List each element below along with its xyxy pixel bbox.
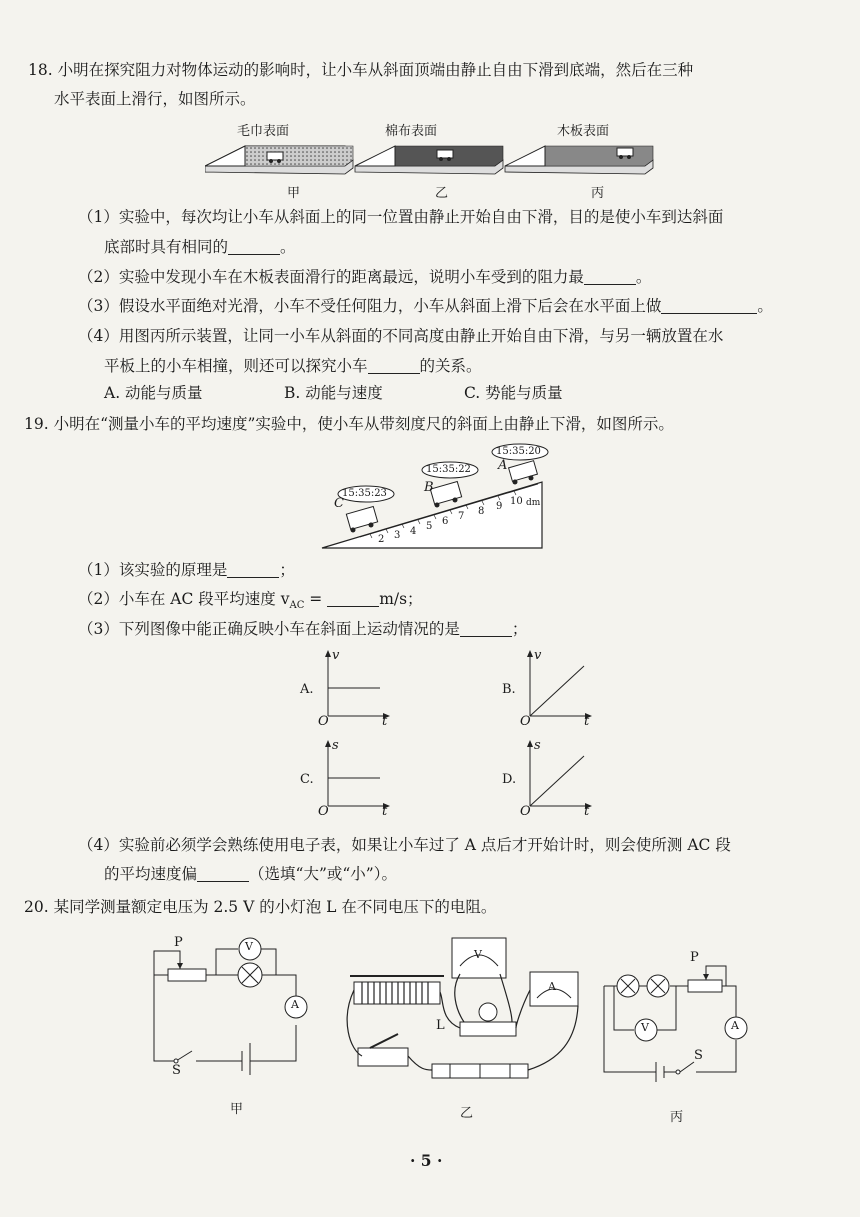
answer-blank[interactable] xyxy=(227,561,279,578)
scale-tick-label: 7 xyxy=(458,511,465,522)
rheostat-slider-label: P xyxy=(690,950,699,965)
axis-label: t xyxy=(584,714,590,729)
subscript-ac: AC xyxy=(289,600,305,612)
voltmeter-label: V xyxy=(245,940,253,953)
q20-stem: 20. 某同学测量额定电压为 2.5 V 的小灯泡 L 在不同电压下的电阻。 xyxy=(24,898,497,916)
ammeter-label: A xyxy=(548,980,556,993)
switch-label: S xyxy=(172,1063,181,1078)
scale-unit: dm xyxy=(526,498,541,508)
incline-wood xyxy=(505,146,653,174)
answer-blank[interactable] xyxy=(327,590,379,607)
graph-option-label: D. xyxy=(502,772,517,787)
q19-part2 xyxy=(78,588,423,617)
equals-sign: = xyxy=(304,590,328,608)
q18-part1-end: 。 xyxy=(280,238,296,256)
circuit-jia xyxy=(146,935,316,1078)
q19-part4-line1: （4）实验前必须学会熟练使用电子表，如果让小车过了 A 点后才开始计时，则会使所测 AC 段 xyxy=(78,836,731,854)
circuit-yi-drawing xyxy=(340,930,590,1090)
caption-jia: 甲 xyxy=(287,186,301,201)
q18-part4-line1: （4）用图丙所示装置，让同一小车从斜面的不同高度由静止开始自由下滑，与另一辆放置在水 xyxy=(78,327,724,345)
caption-bing: 丙 xyxy=(591,186,605,201)
graph-d[interactable] xyxy=(502,738,602,820)
q18-stem-line2: 水平表面上滑行，如图所示。 xyxy=(54,90,256,108)
q18-figure xyxy=(205,120,655,200)
q19-part4-text: 的平均速度偏 xyxy=(104,865,198,883)
q20-caption-yi: 乙 xyxy=(460,1106,474,1121)
point-c-label: C xyxy=(334,496,344,511)
q19-part1 xyxy=(78,559,295,581)
bulb-label: L xyxy=(436,1018,445,1033)
scale-tick-label: 9 xyxy=(496,501,503,512)
q18-option-a: A. 动能与质量 xyxy=(104,384,203,402)
incline-cotton xyxy=(355,146,503,174)
graph-option-label: A. xyxy=(300,682,314,697)
caption-yi: 乙 xyxy=(435,186,449,201)
q19-part3-text: （3）下列图像中能正确反映小车在斜面上运动情况的是 xyxy=(78,620,460,638)
q18-part1-line1: （1）实验中，每次均让小车从斜面上的同一位置由静止开始自由下滑，目的是使小车到达斜面 xyxy=(78,208,724,226)
q19-part4-end: （选填“大”或“小”）。 xyxy=(249,865,397,883)
ammeter-label: A xyxy=(731,1019,739,1032)
timer-b-text: 15:35:22 xyxy=(426,464,471,475)
q19-part3-end: ； xyxy=(511,620,528,638)
axis-label: v xyxy=(534,648,542,663)
q18-part1-text: 底部时具有相同的 xyxy=(104,238,229,256)
scale-tick-label: 10 xyxy=(510,496,523,507)
timer-a-text: 15:35:20 xyxy=(496,446,541,457)
car-a xyxy=(509,461,538,485)
q18-stem-line1: 18. 小明在探究阻力对物体运动的影响时，让小车从斜面顶端由静止自由下滑到底端，然后在三种 xyxy=(28,61,694,79)
q19-part1-text: （1）该实验的原理是 xyxy=(78,561,228,579)
q20-caption-jia: 甲 xyxy=(230,1102,244,1117)
q18-part2-text: （2）实验中发现小车在木板表面滑行的距离最远，说明小车受到的阻力最 xyxy=(78,268,584,286)
circuit-yi xyxy=(340,930,590,1090)
answer-blank[interactable] xyxy=(661,297,757,314)
rheostat-slider-label: P xyxy=(174,935,183,950)
q20-caption-bing: 丙 xyxy=(670,1110,684,1125)
q18-part3-text: （3）假设水平面绝对光滑，小车不受任何阻力，小车从斜面上滑下后会在水平面上做 xyxy=(78,297,662,315)
q18-part3 xyxy=(78,295,773,317)
answer-blank[interactable] xyxy=(460,620,512,637)
page-number: · 5 · xyxy=(410,1151,443,1170)
axis-label: s xyxy=(534,738,541,753)
q18-part1-line2 xyxy=(104,236,296,258)
q19-part2-text: （2）小车在 AC 段平均速度 v xyxy=(78,590,290,608)
car-b xyxy=(430,481,461,507)
axis-label: t xyxy=(382,714,388,729)
graph-option-label: C. xyxy=(300,772,314,787)
graph-c[interactable] xyxy=(300,738,400,820)
q18-part2 xyxy=(78,266,651,288)
q18-option-c: C. 势能与质量 xyxy=(464,384,563,402)
car-c xyxy=(346,506,377,532)
rheostat-symbol xyxy=(168,969,206,981)
scale-tick-label: 2 xyxy=(378,534,385,545)
q19-part3 xyxy=(78,618,527,640)
scale-tick-label: 6 xyxy=(442,516,449,527)
answer-blank[interactable] xyxy=(584,268,636,285)
scale-tick-label: 8 xyxy=(478,506,485,517)
origin-label: O xyxy=(318,804,329,819)
origin-label: O xyxy=(520,804,531,819)
q18-part4-text: 平板上的小车相撞，则还可以探究小车 xyxy=(104,357,368,375)
timer-c-text: 15:35:23 xyxy=(342,488,387,499)
q19-incline-figure xyxy=(320,442,552,554)
switch-label: S xyxy=(694,1048,703,1063)
q18-part4-line2 xyxy=(104,355,482,377)
incline-drawings xyxy=(205,138,655,198)
origin-label: O xyxy=(520,714,531,729)
graph-b[interactable] xyxy=(502,648,602,730)
voltmeter-label: V xyxy=(474,948,482,961)
rheostat-symbol xyxy=(688,980,722,992)
towel-surface-label: 毛巾表面 xyxy=(237,124,290,139)
q18-option-b: B. 动能与速度 xyxy=(284,384,383,402)
graph-option-label: B. xyxy=(502,682,516,697)
ammeter-label: A xyxy=(291,998,299,1011)
axis-label: s xyxy=(332,738,339,753)
incline-towel xyxy=(205,146,353,174)
point-b-label: B xyxy=(424,480,434,495)
cotton-surface-label: 棉布表面 xyxy=(385,124,438,139)
graph-a[interactable] xyxy=(300,648,400,730)
q19-part1-end: ； xyxy=(279,561,295,579)
q18-part2-end: 。 xyxy=(635,268,652,286)
q18-part4-end: 的关系。 xyxy=(419,357,482,375)
voltmeter-label: V xyxy=(641,1021,649,1034)
q19-part2-end: m/s； xyxy=(379,590,423,608)
wood-surface-label: 木板表面 xyxy=(557,124,610,139)
answer-blank[interactable] xyxy=(197,865,249,882)
origin-label: O xyxy=(318,714,329,729)
scale-tick-label: 3 xyxy=(394,530,401,541)
answer-blank[interactable] xyxy=(228,238,280,255)
axis-label: t xyxy=(584,804,590,819)
axis-label: v xyxy=(332,648,340,663)
axis-label: t xyxy=(382,804,388,819)
q18-part3-end: 。 xyxy=(757,297,773,315)
circuit-bing xyxy=(596,950,756,1090)
answer-blank[interactable] xyxy=(368,357,420,374)
q19-stem: 19. 小明在“测量小车的平均速度”实验中，使小车从带刻度尺的斜面上由静止下滑，如图所示。 xyxy=(24,415,674,433)
q19-part4-line2 xyxy=(104,863,397,885)
point-a-label: A xyxy=(498,458,508,473)
scale-tick-label: 4 xyxy=(410,526,417,537)
scale-tick-label: 5 xyxy=(426,521,433,532)
